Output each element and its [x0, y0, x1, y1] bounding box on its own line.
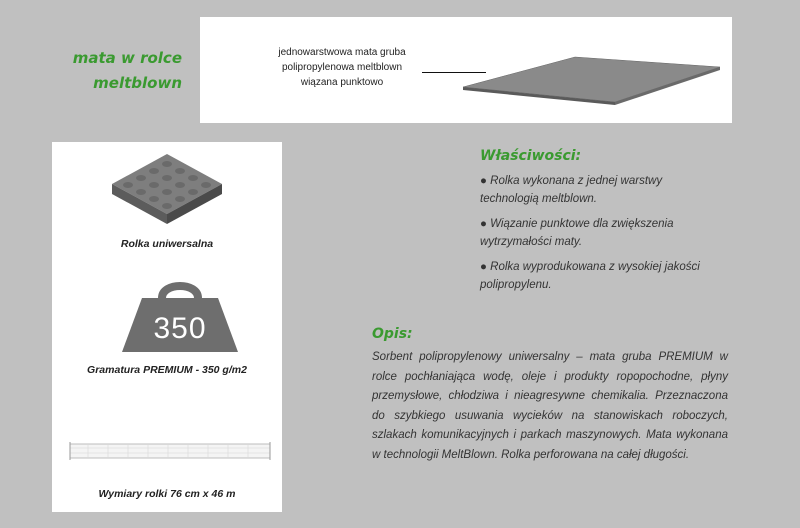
top-image-panel [200, 17, 732, 123]
product-features-panel [52, 142, 282, 512]
description-title: Opis: [372, 326, 413, 342]
tile-icon [108, 150, 226, 230]
size-caption: Wymiary rolki 76 cm x 46 m [98, 488, 236, 500]
weight-caption: Gramatura PREMIUM - 350 g/m2 [87, 364, 247, 376]
property-item-3: ● Rolka wyprodukowana z wysokiej jakości polipropylenu. [480, 261, 700, 291]
heading-line-1: mata w rolce [72, 49, 182, 67]
properties-list [480, 172, 720, 301]
mat-caption [262, 45, 422, 90]
property-item-1: ● Rolka wykonana z jednej warstwy technologią meltblown. [480, 175, 663, 205]
mat-caption-line-2: polipropylenowa meltblown [281, 62, 403, 73]
property-item-2: ● Wiązanie punktowe dla zwiększenia wytrzymałości maty. [480, 218, 674, 248]
tile-caption: Rolka uniwersalna [120, 238, 214, 250]
product-heading [73, 46, 182, 96]
weight-value: 350 [153, 312, 207, 345]
mat-caption-line-3: wiązana punktowo [300, 77, 384, 88]
properties-title: Właściwości: [480, 148, 582, 164]
mat-image [455, 47, 725, 107]
roll-strip-icon [68, 440, 272, 462]
mat-caption-line-1: jednowarstwowa mata gruba [278, 47, 406, 58]
heading-line-2: meltblown [93, 74, 182, 92]
description-text: Sorbent polipropylenowy uniwersalny – mata gruba PREMIUM w rolce pochłaniająca wodę, oleje i produkty ropopochodne, płyny przemysłowe, chłodziwa i nieagresywne chemikalia. Przeznaczona do szybkiego usuwania wycieków na stanowiskach roboczych, szlakach komunikacyjnych i parkach maszynowych. Mata wykonana w technologii MeltBlown. Rolka perforowana na całej długości. [372, 351, 728, 461]
